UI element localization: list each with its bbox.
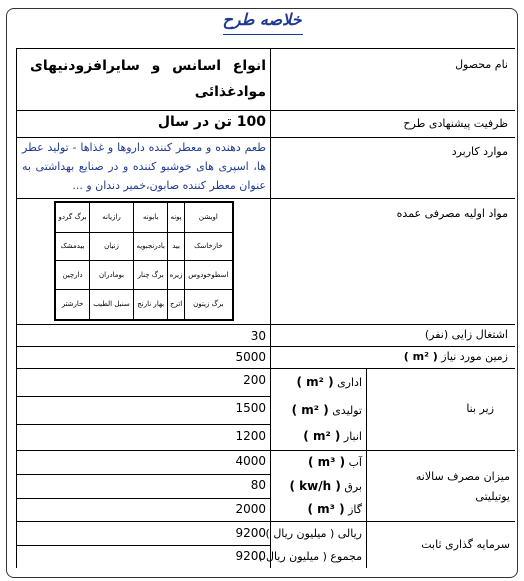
building-office-unit: ( m² )	[296, 375, 334, 389]
table-cell: خارشتر	[55, 290, 90, 320]
divider	[16, 110, 515, 111]
divider	[16, 48, 17, 568]
table-row	[55, 261, 233, 290]
table-cell: سنبل الطیب	[90, 290, 134, 320]
divider	[16, 498, 270, 499]
building-storage-unit: ( m² )	[303, 429, 341, 443]
capacity-value: 100 تن در سال	[157, 114, 266, 130]
land-unit: ( m² )	[403, 350, 438, 363]
table-cell: برگ زیتون	[184, 290, 233, 320]
divider	[16, 48, 515, 49]
product-name-line1: انواع اسانس و سایرافزودنیهای	[30, 58, 266, 74]
investment-total-label: مجموع ( میلیون ریال )	[258, 550, 362, 563]
building-office-text: اداری	[337, 376, 362, 389]
table-cell: رازیانه	[90, 202, 134, 232]
building-label: زیر بنا	[466, 402, 494, 415]
divider	[16, 368, 515, 369]
divider	[16, 521, 515, 522]
building-storage-label	[303, 429, 362, 443]
utility-water-value: 4000	[235, 454, 266, 468]
land-label	[404, 350, 508, 363]
building-production-unit: ( m² )	[291, 403, 329, 417]
title-underline	[223, 34, 303, 35]
table-row	[55, 202, 233, 232]
land-label-text: زمین مورد نیاز	[441, 350, 508, 363]
table-cell: پونه	[168, 202, 184, 232]
divider	[16, 396, 270, 397]
table-cell: بیدمشک	[55, 232, 90, 261]
utilities-label-line2: یوتیلیتی	[475, 490, 510, 503]
usage-label: موارد کاربرد	[451, 145, 508, 158]
divider	[270, 48, 271, 568]
investment-label: سرمایه گذاری ثابت	[421, 538, 510, 551]
divider	[16, 198, 515, 199]
table-cell: برگ گردو	[55, 202, 90, 232]
table-cell: برگ چنار	[133, 261, 168, 290]
table-cell: بومادران	[90, 261, 134, 290]
building-storage-text: انبار	[343, 430, 362, 443]
utility-gas-text: گاز	[348, 503, 362, 516]
divider	[366, 368, 367, 568]
utility-power-text: برق	[344, 480, 362, 493]
product-name-line2: موادغذائی	[194, 84, 266, 100]
page-title: خلاصه طرح	[222, 10, 302, 29]
utility-water-unit: ( m³ )	[307, 455, 346, 469]
building-production-label	[292, 403, 362, 417]
building-production-text: تولیدی	[332, 404, 362, 417]
utilities-label-line1: میزان مصرف سالانه	[415, 470, 510, 483]
utility-water-text: آب	[348, 456, 362, 469]
building-storage-value: 1200	[235, 429, 266, 443]
raw-materials-table	[54, 201, 234, 321]
divider	[16, 424, 270, 425]
table-row	[55, 290, 233, 320]
table-cell: اسطوخودوس	[184, 261, 233, 290]
investment-rial-value: 9200	[235, 526, 266, 540]
table-cell: بادرنجبویه	[133, 232, 168, 261]
table-cell: دارچین	[55, 261, 90, 290]
table-cell: بید	[168, 232, 184, 261]
table-cell: خارخاسک	[184, 232, 233, 261]
divider	[16, 324, 515, 325]
divider	[16, 450, 515, 451]
divider	[16, 474, 270, 475]
land-value: 5000	[235, 350, 266, 364]
utility-water-label	[308, 455, 362, 469]
product-name-label: نام محصول	[455, 58, 508, 71]
employment-label: اشتغال زایی (نفر)	[424, 328, 508, 341]
investment-rial-label: ریالی ( میلیون ریال )	[265, 527, 362, 540]
table-cell: اویشن	[184, 202, 233, 232]
divider	[16, 346, 515, 347]
utility-gas-label	[307, 502, 362, 516]
utility-gas-value: 2000	[235, 502, 266, 516]
table-cell: بابونه	[133, 202, 168, 232]
utility-power-value: 80	[250, 478, 266, 492]
utility-gas-unit: ( m³ )	[307, 502, 345, 516]
building-production-value: 1500	[235, 401, 266, 415]
table-cell: اترج	[168, 290, 184, 320]
materials-label: مواد اولیه مصرفی عمده	[396, 207, 508, 220]
usage-text: طعم دهنده و معطر کننده داروها و غذاها - تولید عطر ها، اسپری های خوشبو کننده و در صنایع بهداشتی به عنوان معطر کننده صابون،خمیر دندان و ...	[22, 141, 266, 192]
table-cell: زیره	[168, 261, 184, 290]
building-office-label	[296, 375, 362, 389]
capacity-label: ظرفیت پیشنهادی طرح	[403, 117, 508, 130]
employment-value: 30	[250, 329, 266, 343]
table-cell: بهار نارنج	[133, 290, 168, 320]
table-cell: زنیان	[90, 232, 134, 261]
investment-total-value: 9200	[235, 549, 266, 563]
utility-power-label	[289, 479, 362, 493]
table-row	[55, 232, 233, 261]
utility-power-unit: ( kw/h )	[289, 479, 341, 493]
divider	[16, 545, 270, 546]
building-office-value: 200	[243, 373, 266, 387]
